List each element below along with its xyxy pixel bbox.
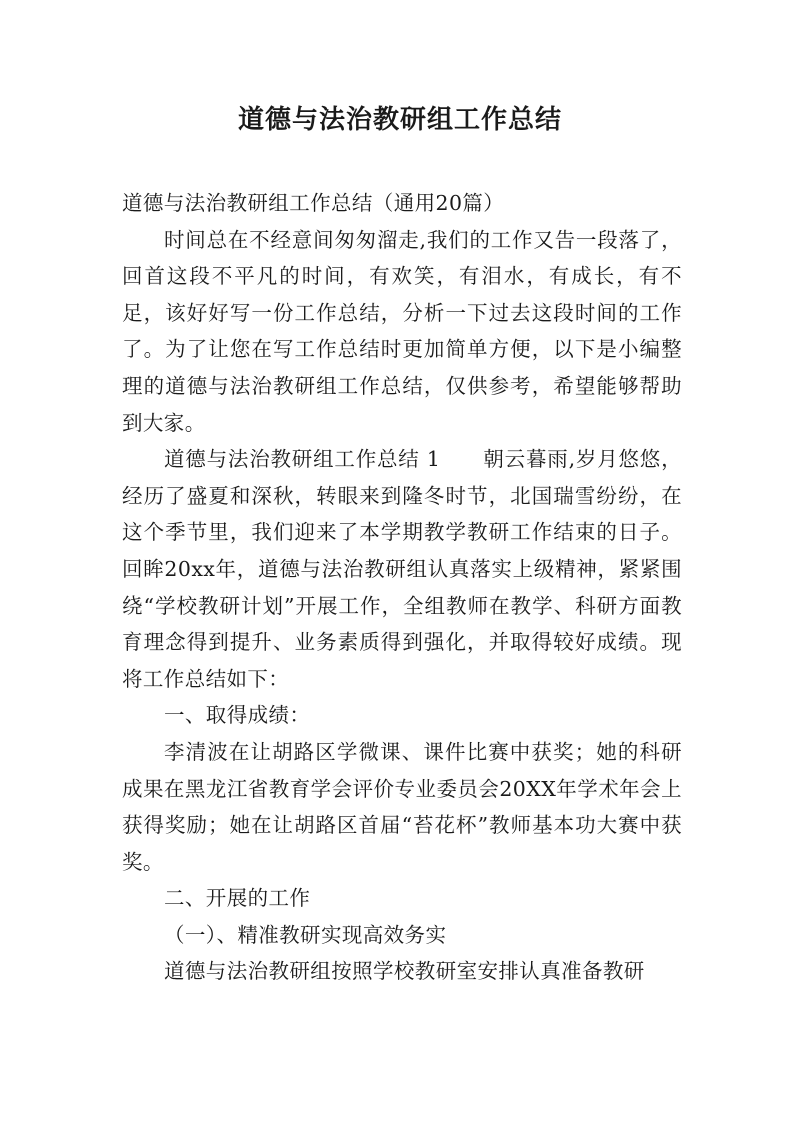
- research-paragraph: 道德与法治教研组按照学校教研室安排认真准备教研: [164, 959, 645, 984]
- subheading-research: （一）、精准教研实现高效务实: [164, 922, 447, 947]
- document-body: [122, 185, 682, 990]
- heading-achievements: 一、取得成绩：: [164, 703, 311, 728]
- intro-paragraph: 时间总在不经意间匆匆溜走,我们的工作又告一段落了，回首这段不平凡的时间，有欢笑，有泪水，有成长，有不足，该好好写一份工作总结，分析一下过去这段时间的工作了。为了让您在写工作总结时更加简单方便，以下是小编整理的道德与法治教研组工作总结，仅供参考，希望能够帮助到大家。: [122, 227, 682, 435]
- subtitle-paragraph: 道德与法治教研组工作总结（通用20篇）: [122, 191, 505, 215]
- section-1-paragraph: 道德与法治教研组工作总结 1 朝云暮雨,岁月悠悠，经历了盛夏和深秋，转眼来到隆冬时节，北国瑞雪纷纷，在这个季节里，我们迎来了本学期教学教研工作结束的日子。回眸20xx年，道德与法治教研组认真落实上级精神，紧紧围绕“学校教研计划”开展工作，全组教师在教学、科研方面教育理念得到提升、业务素质得到强化，并取得较好成绩。现将工作总结如下：: [122, 447, 682, 691]
- achievements-paragraph: 李清波在让胡路区学微课、课件比赛中获奖；她的科研成果在黑龙江省教育学会评价专业委员会20XX年学术年会上获得奖励；她在让胡路区首届“苔花杯”教师基本功大赛中获奖。: [122, 739, 682, 874]
- document-title: 道德与法治教研组工作总结: [237, 105, 562, 135]
- heading-work: 二、开展的工作: [164, 886, 311, 911]
